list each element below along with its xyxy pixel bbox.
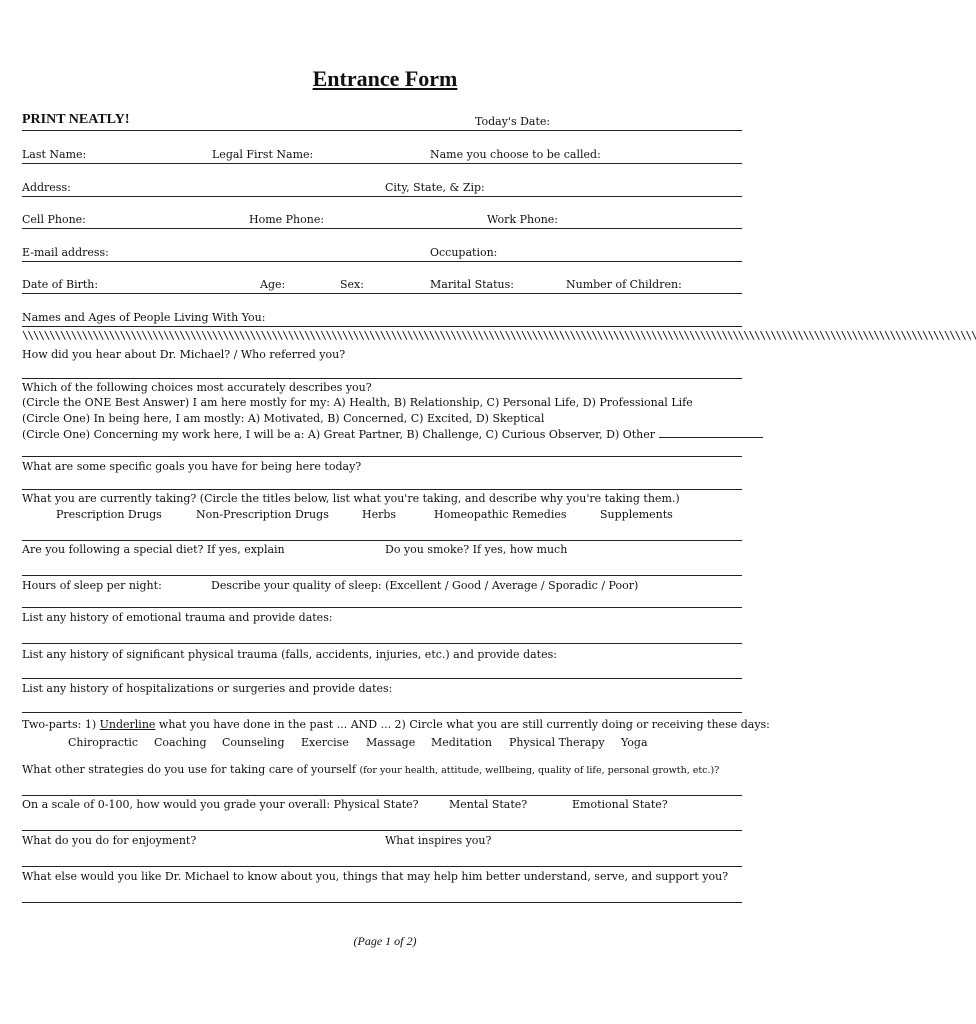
city-state-zip-label: City, State, & Zip: [385, 181, 485, 194]
option-counseling[interactable]: Counseling [222, 736, 285, 749]
hospital-row [22, 682, 742, 696]
occupation-label: Occupation: [430, 246, 498, 259]
household-line [22, 326, 742, 327]
emotional-trauma-label: List any history of emotional trauma and provide dates: [22, 611, 333, 624]
underline-word: Underline [99, 718, 156, 731]
emotional-line [22, 643, 742, 644]
physical-row [22, 648, 742, 662]
name-row [22, 148, 742, 162]
taking-question-text: What you are currently taking? (Circle the titles below, list what you're taking, and describe why you're taking them.) [22, 492, 680, 505]
last-name-label: Last Name: [22, 148, 87, 161]
cell-phone-label: Cell Phone: [22, 213, 86, 226]
option-coaching[interactable]: Coaching [154, 736, 207, 749]
option-physical-therapy[interactable]: Physical Therapy [509, 736, 605, 749]
choices-question-text: Which of the following choices most accurately describes you? [22, 381, 372, 394]
diet-line [22, 575, 742, 576]
anything-else-label: What else would you like Dr. Michael to know about you, things that may help him better understand, serve, and support you? [22, 870, 729, 883]
strategies-row [22, 763, 742, 778]
sex-label: Sex: [340, 278, 364, 291]
scale-row [22, 798, 742, 812]
name-line [22, 163, 742, 164]
option-massage[interactable]: Massage [366, 736, 416, 749]
household-row [22, 311, 742, 325]
email-row [22, 246, 742, 260]
sleep-quality-label: Describe your quality of sleep: (Excellent / Good / Average / Sporadic / Poor) [211, 579, 639, 592]
hospitalizations-label: List any history of hospitalizations or surgeries and provide dates: [22, 682, 393, 695]
sleep-line [22, 607, 742, 608]
other-blank[interactable] [659, 427, 763, 438]
else-row [22, 870, 742, 884]
two-parts-suffix: what you have done in the past ... AND ... 2) Circle what you are still currently doing or receiving these days: [155, 718, 770, 731]
sleep-hours-label: Hours of sleep per night: [22, 579, 162, 592]
names-ages-label: Names and Ages of People Living With You: [22, 311, 266, 324]
enjoy-line [22, 866, 742, 867]
marital-status-label: Marital Status: [430, 278, 514, 291]
physical-line [22, 678, 742, 679]
choices-b-row [22, 412, 742, 426]
choices-line [22, 456, 742, 457]
diet-row [22, 543, 742, 557]
option-herbs[interactable]: Herbs [362, 508, 397, 521]
emotional-row [22, 611, 742, 625]
choices-a-row [22, 396, 742, 410]
phone-row [22, 213, 742, 227]
choices-c-text: (Circle One) Concerning my work here, I will be a: A) Great Partner, B) Challenge, C) Curious Observer, D) Other [22, 428, 656, 441]
mental-state-label: Mental State? [449, 798, 528, 811]
option-chiropractic[interactable]: Chiropractic [68, 736, 139, 749]
option-yoga[interactable]: Yoga [621, 736, 648, 749]
phone-line [22, 228, 742, 229]
emotional-state-label: Emotional State? [572, 798, 668, 811]
two-parts-prefix: Two-parts: 1) [22, 718, 100, 731]
address-label: Address: [22, 181, 71, 194]
two-parts-row [22, 718, 770, 732]
inspires-label: What inspires you? [385, 834, 492, 847]
choices-c-row [22, 427, 742, 442]
taking-line [22, 540, 742, 541]
birth-line [22, 293, 742, 294]
referral-label: How did you hear about Dr. Michael? / Who referred you? [22, 348, 346, 361]
taking-question [22, 492, 742, 506]
choices-b-text: (Circle One) In being here, I am mostly: A) Motivated, B) Concerned, C) Excited, D) Skeptical [22, 412, 545, 425]
children-label: Number of Children: [566, 278, 682, 291]
option-exercise[interactable]: Exercise [301, 736, 349, 749]
preferred-name-label: Name you choose to be called: [430, 148, 601, 161]
form-title: Entrance Form [312, 66, 458, 91]
hospital-line [22, 712, 742, 713]
goals-line [22, 489, 742, 490]
birth-row [22, 278, 742, 292]
option-homeopathic-remedies[interactable]: Homeopathic Remedies [434, 508, 567, 521]
enjoy-row [22, 834, 742, 848]
email-line [22, 261, 742, 262]
home-phone-label: Home Phone: [249, 213, 325, 226]
option-non-prescription-drugs[interactable]: Non-Prescription Drugs [196, 508, 329, 521]
physical-state-label: On a scale of 0-100, how would you grade your overall: Physical State? [22, 798, 419, 811]
email-label: E-mail address: [22, 246, 109, 259]
else-line [22, 902, 742, 903]
option-meditation[interactable]: Meditation [431, 736, 492, 749]
referral-line [22, 378, 742, 379]
header-line [22, 130, 742, 131]
page-footer: (Page 1 of 2) [353, 934, 417, 948]
strategies-line [22, 795, 742, 796]
diet-label: Are you following a special diet? If yes, explain [22, 543, 285, 556]
smoke-label: Do you smoke? If yes, how much [385, 543, 568, 556]
choices-a-text: (Circle the ONE Best Answer) I am here mostly for my: A) Health, B) Relationship, C) Personal Life, D) Professional Life [22, 396, 693, 409]
option-supplements[interactable]: Supplements [600, 508, 673, 521]
address-row [22, 181, 742, 195]
hatch-divider: \\\\\\\\\\\\\\\\\\\\\\\\\\\\\\\\\\\\\\\\\\\\\\\\\\\\\\\\\\\\\\\\\\\\\\\\\\\\\\\\\\\\\\\\\\\\\\\\\\\\\\\\\\\\\\\\\\\\\\\\\\\\\\\\\\\\\\\\\\\\\\\\\\\\\\\\\\\\\\\\\\\\\\\\\\\\\\\\ [22, 329, 976, 342]
age-label: Age: [260, 278, 286, 291]
work-phone-label: Work Phone: [487, 213, 559, 226]
option-prescription-drugs[interactable]: Prescription Drugs [56, 508, 162, 521]
strategies-sublabel: (for your health, attitude, wellbeing, quality of life, personal growth, etc.)? [359, 765, 720, 776]
dob-label: Date of Birth: [22, 278, 99, 291]
sleep-row [22, 579, 742, 593]
scale-line [22, 830, 742, 831]
legal-first-name-label: Legal First Name: [212, 148, 314, 161]
goals-label: What are some specific goals you have for being here today? [22, 460, 362, 473]
header-row [22, 113, 742, 127]
choices-question [22, 381, 742, 395]
address-line [22, 196, 742, 197]
print-neatly-label: PRINT NEATLY! [22, 112, 130, 127]
physical-trauma-label: List any history of significant physical trauma (falls, accidents, injuries, etc.) and provide dates: [22, 648, 557, 661]
strategies-label: What other strategies do you use for taking care of yourself [22, 763, 360, 776]
enjoyment-label: What do you do for enjoyment? [22, 834, 197, 847]
referral-row [22, 348, 742, 362]
todays-date-label: Today's Date: [475, 115, 551, 128]
goals-row [22, 460, 742, 474]
